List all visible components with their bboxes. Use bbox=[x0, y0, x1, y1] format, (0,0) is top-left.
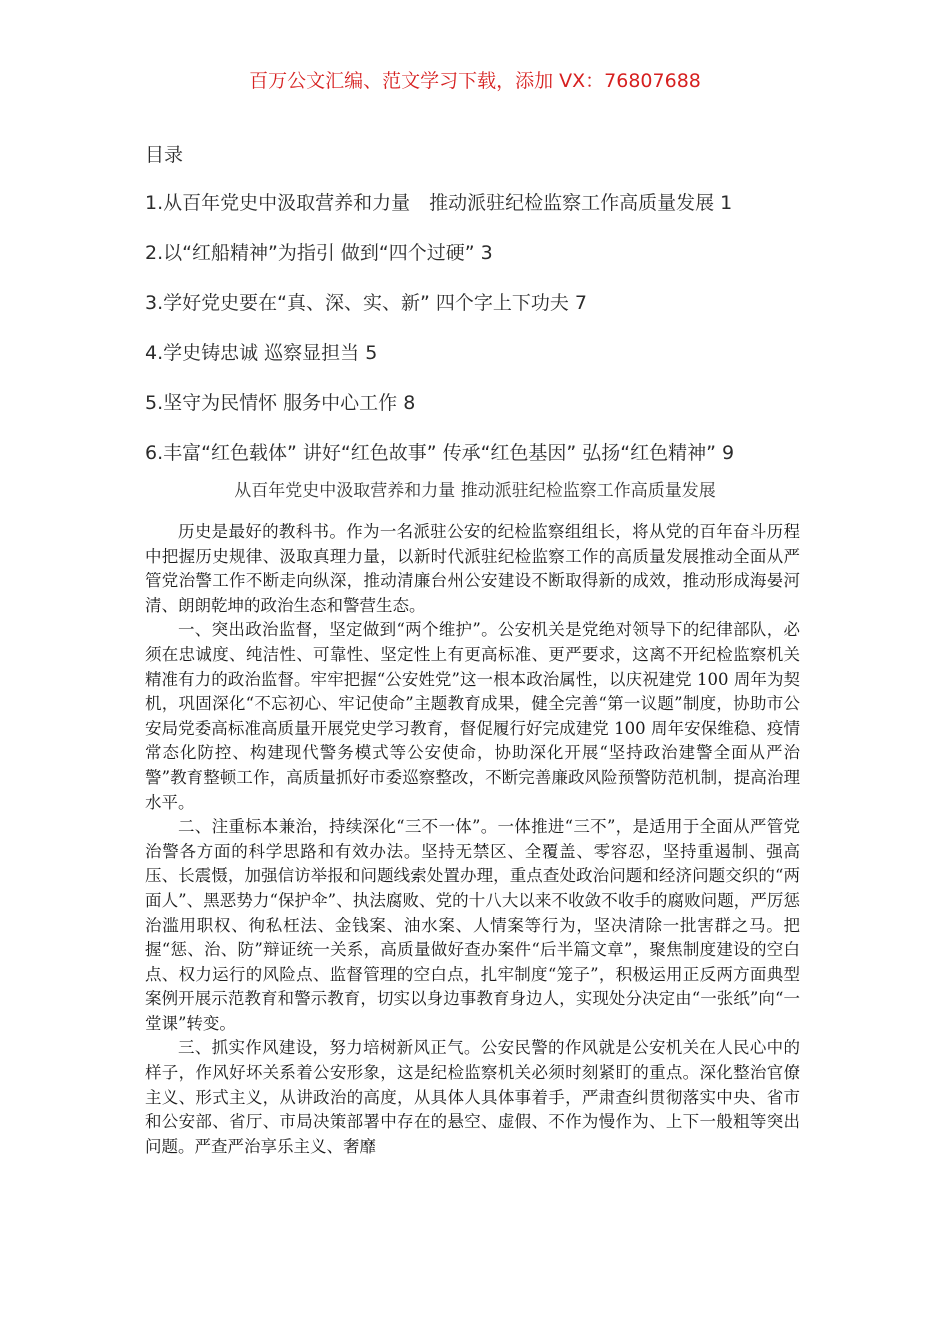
toc-item[interactable]: 6.丰富“红色载体” 讲好“红色故事” 传承“红色基因” 弘扬“红色精神” 9 bbox=[145, 442, 735, 464]
promo-banner: 百万公文汇编、范文学习下载，添加 VX：76807688 bbox=[249, 70, 701, 92]
body-paragraph: 二、注重标本兼治，持续深化“三不一体”。一体推进“三不”，是适用于全面从严管党治警各方面的科学思路和有效办法。坚持无禁区、全覆盖、零容忍，坚持重遏制、强高压、长震慑，加强信访举报和问题线索处置办理，重点查处政治问题和经济问题交织的“两面人”、黑恶势力“保护伞”、执法腐败、党的十八大以来不收敛不收手的腐败问题，严厉惩治滥用职权、徇私枉法、金钱案、油水案、人情案等行为，坚决清除一批害群之马。把握“惩、治、防”辩证统一关系，高质量做好查办案件“后半篇文章”，聚焦制度建设的空白点、权力运行的风险点、监督管理的空白点，扎牢制度“笼子”，积极运用正反两方面典型案例开展示范教育和警示教育，切实以身边事教育身边人，实现处分决定由“一张纸”向“一堂课”转变。 bbox=[145, 817, 800, 1033]
toc-item[interactable]: 4.学史铸忠诚 巡察显担当 5 bbox=[145, 342, 378, 364]
toc-item[interactable]: 5.坚守为民情怀 服务中心工作 8 bbox=[145, 392, 416, 414]
body-paragraph: 历史是最好的教科书。作为一名派驻公安的纪检监察组组长，将从党的百年奋斗历程中把握历史规律、汲取真理力量，以新时代派驻纪检监察工作的高质量发展推动全面从严管党治警工作不断走向纵深，推动清廉台州公安建设不断取得新的成效，推动形成海晏河清、朗朗乾坤的政治生态和警营生态。 bbox=[145, 522, 800, 615]
table-of-contents bbox=[145, 188, 734, 488]
toc-title: 目录 bbox=[145, 144, 184, 166]
article-title: 从百年党史中汲取营养和力量 推动派驻纪检监察工作高质量发展 bbox=[234, 481, 716, 501]
body-paragraph: 三、抓实作风建设，努力培树新风正气。公安民警的作风就是公安机关在人民心中的样子，作风好坏关系着公安形象，这是纪检监察机关必须时刻紧盯的重点。深化整治官僚主义、形式主义，从讲政治的高度，从具体人具体事着手，严肃查纠贯彻落实中央、省市和公安部、省厅、市局决策部署中存在的悬空、虚假、不作为慢作为、上下一般粗等突出问题。严查严治享乐主义、奢靡 bbox=[145, 1038, 800, 1156]
body-paragraph: 一、突出政治监督，坚定做到“两个维护”。公安机关是党绝对领导下的纪律部队，必须在忠诚度、纯洁性、可靠性、坚定性上有更高标准、更严要求，这离不开纪检监察机关精准有力的政治监督。牢牢把握“公安姓党”这一根本政治属性，以庆祝建党 100 周年为契机，巩固深化“不忘初心、牢记使命”主题教育成果，健全完善“第一议题”制度，协助市公安局党委高标准高质量开展党史学习教育，督促履行好完成建党 100 周年安保维稳、疫情常态化防控、构建现代警务模式等公安使命，协助深化开展“坚持政治建警全面从严治警”教育整顿工作，高质量抓好市委巡察整改，不断完善廉政风险预警防范机制，提高治理水平。 bbox=[145, 620, 800, 812]
toc-item[interactable]: 1.从百年党史中汲取营养和力量 推动派驻纪检监察工作高质量发展 1 bbox=[145, 192, 733, 214]
toc-item[interactable]: 2.以“红船精神”为指引 做到“四个过硬” 3 bbox=[145, 242, 493, 264]
toc-item[interactable]: 3.学好党史要在“真、深、实、新” 四个字上下功夫 7 bbox=[145, 292, 587, 314]
article-body bbox=[145, 520, 800, 1159]
